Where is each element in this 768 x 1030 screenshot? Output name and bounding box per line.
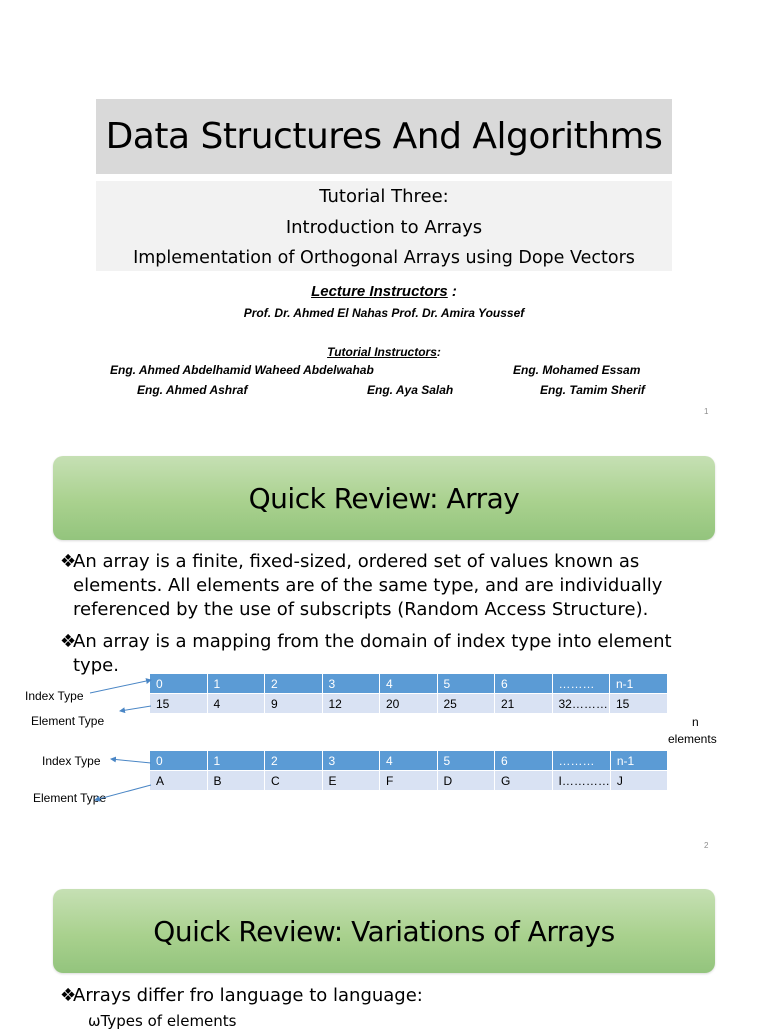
index-cell: n-1 (610, 751, 668, 771)
sub-bullet-text: Types of elements (100, 1012, 237, 1030)
slide3-header (53, 889, 715, 973)
lecture-instructor-names: Prof. Dr. Ahmed El Nahas Prof. Dr. Amira Youssef (243, 306, 525, 320)
tutorial-instructor-name: Eng. Tamim Sherif (540, 383, 645, 397)
tutorial-instructor-name: Eng. Ahmed Ashraf (137, 383, 248, 397)
lecture-instructors-heading: Lecture Instructors : (311, 283, 457, 300)
n-label: n (692, 715, 699, 729)
value-cell: 15 (150, 694, 208, 714)
value-cell: 12 (322, 694, 380, 714)
index-cell: 3 (322, 751, 380, 771)
index-cell: 0 (150, 751, 208, 771)
value-cell: G (495, 771, 553, 791)
index-type-label: Index Type (42, 754, 101, 768)
value-cell: B (207, 771, 265, 791)
index-cell: n-1 (610, 674, 668, 694)
value-cell: F (380, 771, 438, 791)
value-cell: I………… (552, 771, 610, 791)
index-type-label: Index Type (25, 689, 84, 703)
diamond-bullet-icon: ❖ (60, 985, 77, 1006)
value-cell: J (610, 771, 668, 791)
value-cell: 20 (380, 694, 438, 714)
tutorial-instructor-name: Eng. Aya Salah (367, 383, 454, 397)
index-cell: 5 (437, 674, 495, 694)
index-cell: 2 (265, 751, 323, 771)
value-cell: 21 (495, 694, 553, 714)
bullet-text: Arrays differ fro language to language: (73, 985, 423, 1006)
index-cell: 1 (207, 751, 265, 771)
tutorial-instructor-name: Eng. Mohamed Essam (513, 363, 641, 377)
bullet-text: An array is a finite, fixed-sized, ordered set of values known as elements. All elements are of the same type, and are individually referenced by the use of subscripts (Random Access Structure). (73, 551, 663, 620)
bullet-text: An array is a mapping from the domain of index type into element type. (73, 631, 672, 676)
sub-bullet-item (88, 1012, 237, 1030)
slide2-page-number: 2 (704, 841, 709, 850)
index-cell: ……… (552, 674, 610, 694)
subtitle-line: Introduction to Arrays (285, 217, 483, 238)
element-type-label: Element Type (31, 714, 105, 728)
value-cell: 25 (437, 694, 495, 714)
index-cell: 1 (207, 674, 265, 694)
index-cell: 5 (437, 751, 495, 771)
value-cell: 4 (207, 694, 265, 714)
sub-bullet-icon: ω (88, 1012, 101, 1030)
tutorial-instructor-name: Eng. Ahmed Abdelhamid Waheed Abdelwahab (110, 363, 374, 377)
subtitle-line: Tutorial Three: (319, 186, 449, 207)
elements-label: elements (668, 732, 717, 746)
arrow-icon (95, 785, 151, 800)
element-type-label: Element Type (33, 791, 107, 805)
slide2-heading: Quick Review: Array (248, 481, 520, 515)
subtitle-line: Implementation of Orthogonal Arrays using Dope Vectors (133, 248, 635, 268)
value-cell: A (150, 771, 208, 791)
index-cell: 6 (495, 751, 553, 771)
index-cell: 4 (380, 751, 438, 771)
diamond-bullet-icon: ❖ (60, 631, 77, 652)
index-cell: 0 (150, 674, 208, 694)
value-cell: E (322, 771, 380, 791)
slide1-title: Data Structures And Algorithms (105, 116, 663, 157)
index-cell: 3 (322, 674, 380, 694)
slide1-page-number: 1 (704, 407, 709, 416)
arrow-icon (111, 759, 151, 763)
bullet-item (60, 984, 710, 1008)
slide3-heading: Quick Review: Variations of Arrays (153, 914, 615, 948)
arrow-icon (120, 706, 151, 711)
index-cell: 4 (380, 674, 438, 694)
value-cell: C (265, 771, 323, 791)
value-cell: 32……… (552, 694, 610, 714)
diamond-bullet-icon: ❖ (60, 551, 77, 572)
arrow-icon (90, 680, 151, 693)
tutorial-instructors-heading: Tutorial Instructors: (327, 345, 441, 359)
value-cell: D (437, 771, 495, 791)
index-cell: 6 (495, 674, 553, 694)
value-cell: 15 (610, 694, 668, 714)
value-cell: 9 (265, 694, 323, 714)
index-cell: ……… (552, 751, 610, 771)
index-cell: 2 (265, 674, 323, 694)
